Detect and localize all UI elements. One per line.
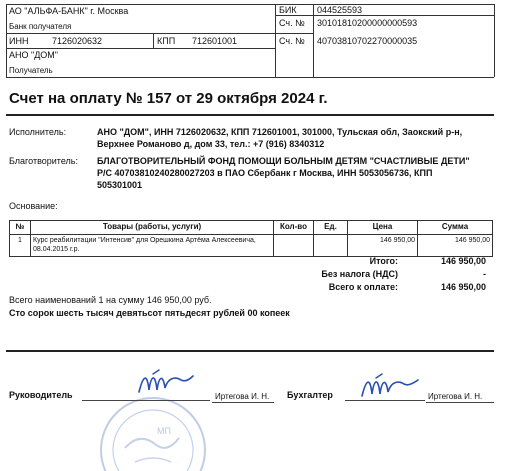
kpp-value: 712601001 xyxy=(192,36,238,46)
col-header-goods: Товары (работы, услуги) xyxy=(31,221,274,235)
col-header-unit: Ед. xyxy=(314,221,348,235)
vat-value: - xyxy=(483,269,486,279)
executor-line-1: АНО "ДОМ", ИНН 7126020632, КПП 712601001, 301000, Тульская обл, Заокский р-н, xyxy=(97,127,463,137)
table-row xyxy=(10,235,493,257)
title-divider xyxy=(6,114,494,116)
account-value: 40703810702270000035 xyxy=(317,36,418,46)
kpp-label: КПП xyxy=(157,36,176,46)
total-value: 146 950,00 xyxy=(440,256,486,266)
items-count-line: Всего наименований 1 на сумму 146 950,00 руб. xyxy=(9,295,212,305)
pay-label: Всего к оплате: xyxy=(328,282,398,292)
director-signature-line xyxy=(82,400,210,401)
inn-value: 7126020632 xyxy=(52,36,103,46)
vat-label: Без налога (НДС) xyxy=(321,269,398,279)
beneficiary-label: Благотворитель: xyxy=(9,156,78,166)
recipient-name: АНО "ДОМ" xyxy=(9,50,58,60)
col-header-sum: Сумма xyxy=(418,221,493,235)
pay-value: 146 950,00 xyxy=(440,282,486,292)
corr-account-label: Сч. № xyxy=(279,18,305,28)
accountant-signature-icon xyxy=(358,370,420,404)
row-price: 146 950,00 xyxy=(348,235,418,257)
row-qty xyxy=(274,235,314,257)
basis-label: Основание: xyxy=(9,201,58,211)
beneficiary-line-3: 505301001 xyxy=(97,180,143,190)
bank-label: Банк получателя xyxy=(9,22,72,31)
col-header-price: Цена xyxy=(348,221,418,235)
director-name-line xyxy=(212,402,274,403)
corr-account-value: 30101810200000000593 xyxy=(317,18,418,28)
accountant-name-line xyxy=(426,402,494,403)
beneficiary-line-1: БЛАГОТВОРИТЕЛЬНЫЙ ФОНД ПОМОЩИ БОЛЬНЫМ ДЕТЯМ "СЧАСТЛИВЫЕ ДЕТИ" xyxy=(97,156,470,166)
table-header-row xyxy=(10,221,493,235)
bik-value: 044525593 xyxy=(317,5,363,15)
invoice-title: Счет на оплату № 157 от 29 октября 2024 г. xyxy=(9,90,328,107)
amount-in-words: Сто сорок шесть тысяч девятьсот пятьдесят рублей 00 копеек xyxy=(9,308,290,318)
director-label: Руководитель xyxy=(9,390,73,400)
items-table xyxy=(9,220,493,257)
row-item-name: Курс реабилитации "Интенсив" для Орешкина Артёма Алексеевича, 08.04.2015 г.р. xyxy=(31,235,274,257)
stamp-text: МП xyxy=(157,426,171,436)
bank-name: АО "АЛЬФА-БАНК" г. Москва xyxy=(9,6,129,16)
accountant-name: Иртегова И. Н. xyxy=(428,392,483,401)
row-sum: 146 950,00 xyxy=(418,235,493,257)
inn-label: ИНН xyxy=(9,36,29,46)
executor-line-2: Верхнее Романово д, дом 33, тел.: +7 (916) 8340312 xyxy=(97,139,325,149)
recipient-label: Получатель xyxy=(9,66,53,75)
account-label: Сч. № xyxy=(279,36,305,46)
executor-label: Исполнитель: xyxy=(9,127,67,137)
col-header-qty: Кол-во xyxy=(274,221,314,235)
total-label: Итого: xyxy=(369,256,398,266)
accountant-label: Бухгалтер xyxy=(287,390,333,400)
row-unit xyxy=(314,235,348,257)
beneficiary-line-2: Р/С 40703810240280027203 в ПАО Сбербанк г Москва, ИНН 5053056736, КПП xyxy=(97,168,433,178)
bik-label: БИК xyxy=(279,5,297,15)
director-name: Иртегова И. Н. xyxy=(215,392,270,401)
director-signature-icon xyxy=(135,366,195,400)
row-num: 1 xyxy=(10,235,31,257)
summary-divider xyxy=(6,350,494,352)
col-header-num: № xyxy=(10,221,31,235)
